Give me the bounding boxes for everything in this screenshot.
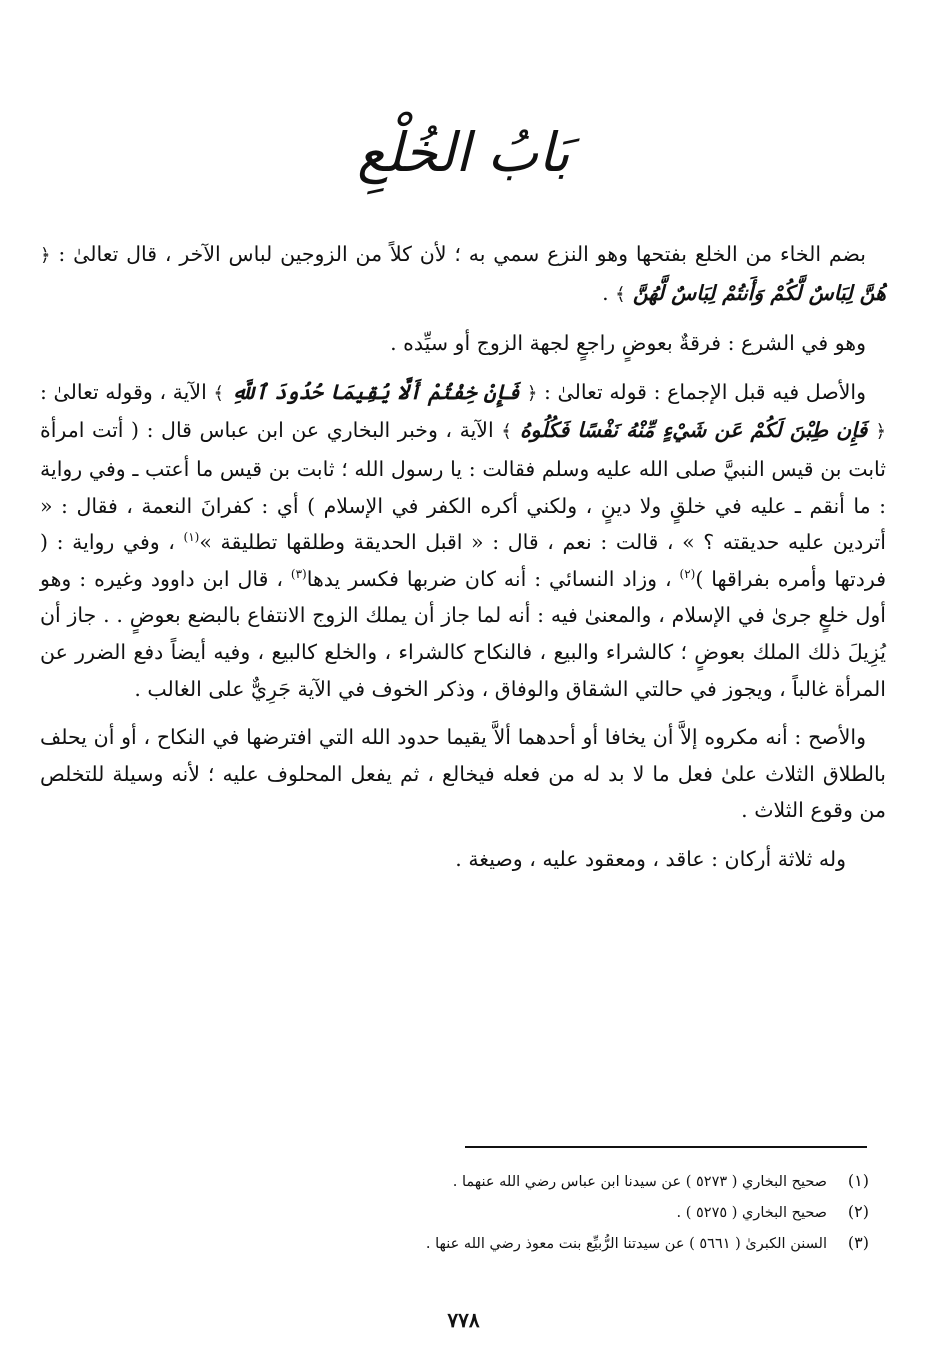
paragraph-evidence <box>40 374 886 707</box>
footnote-number: (٣) <box>847 1233 869 1252</box>
footnote-ref-3[interactable]: (٣) <box>290 566 307 581</box>
quran-verse-text: فَإِن طِبْنَ لَكُمْ عَن شَيْءٍ مِّنْهُ نَفْسًا فَكُلُوهُ <box>519 418 868 443</box>
paragraph-text: وله ثلاثة أركان : عاقد ، ومعقود عليه ، وصيغة . <box>455 846 846 871</box>
quran-verse-text: فَإِنْ خِفْتُمْ أَلَّا يُقِيمَا حُدُودَ ٱللَّهِ <box>231 379 520 404</box>
quran-verse <box>213 380 537 404</box>
paragraph-text: ، وزاد النسائي : أنه كان ضربها فكسر يدها <box>306 566 680 591</box>
footnote-text: صحيح البخاري ( ٥٢٧٥ ) . <box>676 1205 827 1221</box>
paragraph-end: . <box>602 280 616 305</box>
quran-close-bracket: ﴾ <box>501 421 512 443</box>
footnote-item <box>40 1197 869 1228</box>
quran-verse-text: هُنَّ لِبَاسٌ لَّكُمْ وَأَنتُمْ لِبَاسٌ لَّهُنَّ <box>632 280 886 305</box>
footnote-ref-2[interactable]: (٢) <box>679 566 696 581</box>
paragraph-definition <box>40 236 886 313</box>
footnote-item <box>40 1166 869 1197</box>
footnote-divider <box>465 1146 867 1148</box>
quran-verse <box>501 418 886 442</box>
paragraph-text: والأصح : أنه مكروه إلاَّ أن يخافا أو أحدهما ألاَّ يقيما حدود الله التي افترضها في النكاح ، أو أن يحلف بالطلاق الثلاث علىٰ فعل ما لا بد له من فعله فيخالع ، ثم يفعل المحلوف عليه ؛ لأنه وسيلة للتخلص من وقوع الثلاث . <box>40 725 886 823</box>
paragraph-ruling <box>40 719 886 829</box>
quran-open-bracket: ﴿ <box>875 421 886 443</box>
paragraph-text: الآية ، وخبر البخاري عن ابن عباس قال : ( أتت امرأة ثابت بن قيس النبيَّ صلى الله عليه وسلم فقالت : يا رسول الله ؛ ثابت بن قيس ما أعتب ـ وفي رواية : ما أنقم ـ عليه في خلقٍ ولا دينٍ ، ولكني أكره الكفر في الإسلام ) أي : كفرانَ النعمة ، فقال : « أتردين عليه حديقته ؟ » ، قالت : نعم ، قال : « اقبل الحديقة وطلقها تطليقة » <box>40 418 886 555</box>
footnotes-section <box>40 1166 869 1259</box>
page-number: ٧٧٨ <box>447 1308 480 1332</box>
quran-close-bracket: ﴾ <box>615 283 626 305</box>
footnote-ref-1[interactable]: (١) <box>183 530 200 545</box>
paragraph-text: ، وفي رواية : ( فردتها وأمره بفراقها ) <box>40 530 886 591</box>
quran-open-bracket: ﴿ <box>526 382 538 404</box>
paragraph-text: الآية ، وقوله تعالىٰ : <box>40 379 214 404</box>
paragraph-text: والأصل فيه قبل الإجماع : قوله تعالىٰ : <box>537 379 867 404</box>
footnote-text: السنن الكبرىٰ ( ٥٦٦١ ) عن سيدتنا الرُّبيِّع بنت معوذ رضي الله عنها . <box>425 1236 827 1252</box>
chapter-title: بَابُ الخُلْعِ <box>357 121 570 184</box>
quran-open-bracket: ﴿ <box>40 245 51 266</box>
paragraph-text: ، قال ابن داوود وغيره : وهو أول خلعٍ جرىٰ في الإسلام ، والمعنىٰ فيه : أنه لما جاز أن يملك الزوج الانتفاع بالبضع بعوضٍ . . جاز أن يُزِيلَ ذلك الملك بعوضٍ ؛ كالشراء والبيع ، فالنكاح كالشراء ، والخلع كالبيع ، وفيه أيضاً دفع الضرر عن المرأة غالباً ، ويجوز في حالتي الشقاق والوفاق ، وذكر الخوف في الآية جَرِيٌّ على الغالب . <box>40 566 886 701</box>
paragraph-shari-definition <box>40 325 886 362</box>
footnote-item <box>40 1228 869 1259</box>
quran-close-bracket: ﴾ <box>213 382 224 404</box>
footnote-number: (٢) <box>847 1202 869 1221</box>
footnote-text: صحيح البخاري ( ٥٢٧٣ ) عن سيدنا ابن عباس رضي الله عنهما . <box>452 1174 827 1190</box>
footnote-number: (١) <box>847 1171 869 1190</box>
main-text <box>40 236 886 890</box>
paragraph-pillars <box>40 841 886 878</box>
paragraph-text: وهو في الشرع : فرقةٌ بعوضٍ راجعٍ لجهة الزوج أو سيِّده . <box>390 331 866 356</box>
paragraph-text: بضم الخاء من الخلع بفتحها وهو النزع سمي به ؛ لأن كلاً من الزوجين لباس الآخر ، قال تعالىٰ : <box>50 242 866 266</box>
